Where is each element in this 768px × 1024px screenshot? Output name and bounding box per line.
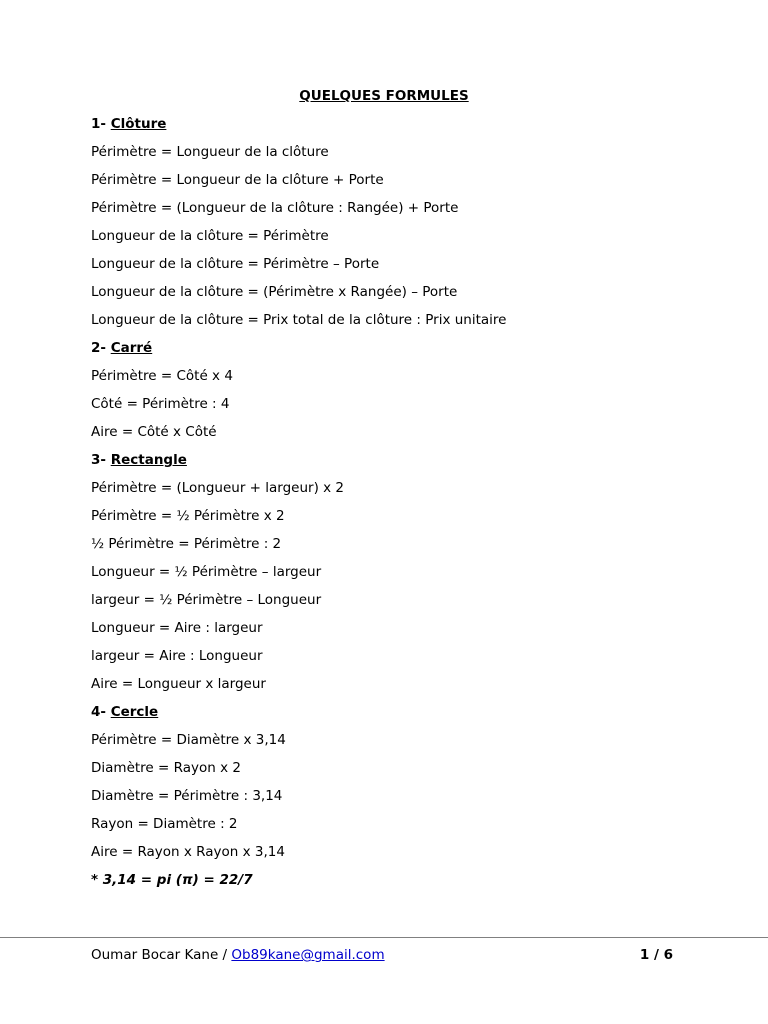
formula-line: Diamètre = Rayon x 2 <box>91 760 241 776</box>
formula-line: Diamètre = Périmètre : 3,14 <box>91 788 283 804</box>
document-title: QUELQUES FORMULES <box>299 88 469 104</box>
formula-line: largeur = ½ Périmètre – Longueur <box>91 592 322 608</box>
section-name: Rectangle <box>110 452 187 468</box>
section-heading-cercle <box>91 698 691 726</box>
section-heading-rectangle <box>91 446 691 474</box>
formula-line: Aire = Côté x Côté <box>91 424 217 440</box>
formula-line: Aire = Longueur x largeur <box>91 676 266 692</box>
formula-line: Longueur = Aire : largeur <box>91 620 263 636</box>
formula-line: Périmètre = Côté x 4 <box>91 368 233 384</box>
formula-line: Longueur de la clôture = Périmètre – Porte <box>91 256 380 272</box>
pi-note: * 3,14 = pi (π) = 22/7 <box>91 872 253 888</box>
formula-line: Aire = Rayon x Rayon x 3,14 <box>91 844 285 860</box>
formula-line: ½ Périmètre = Périmètre : 2 <box>91 536 282 552</box>
footer-author-line <box>91 945 385 965</box>
section-number: 1- <box>91 116 106 132</box>
formula-line: Périmètre = (Longueur + largeur) x 2 <box>91 480 345 496</box>
page-number: 1 / 6 <box>639 947 673 963</box>
section-name: Clôture <box>110 116 167 132</box>
section-heading-carre <box>91 334 691 362</box>
section-heading-cloture <box>91 110 691 138</box>
footer-divider <box>0 937 768 938</box>
formula-line: Longueur de la clôture = Prix total de la clôture : Prix unitaire <box>91 312 507 328</box>
section-number: 2- <box>91 340 106 356</box>
section-number: 4- <box>91 704 106 720</box>
formula-line: Longueur de la clôture = Périmètre <box>91 228 329 244</box>
formula-line: Périmètre = Diamètre x 3,14 <box>91 732 286 748</box>
formula-line: largeur = Aire : Longueur <box>91 648 263 664</box>
formula-line: Périmètre = Longueur de la clôture <box>91 144 329 160</box>
formula-line: Rayon = Diamètre : 2 <box>91 816 238 832</box>
formula-line: Périmètre = (Longueur de la clôture : Rangée) + Porte <box>91 200 459 216</box>
formula-line: Longueur de la clôture = (Périmètre x Rangée) – Porte <box>91 284 458 300</box>
footer-email-link[interactable]: Ob89kane@gmail.com <box>231 947 385 963</box>
section-number: 3- <box>91 452 106 468</box>
formula-line: Périmètre = Longueur de la clôture + Porte <box>91 172 384 188</box>
section-name: Cercle <box>110 704 159 720</box>
formula-line: Périmètre = ½ Périmètre x 2 <box>91 508 285 524</box>
section-name: Carré <box>110 340 153 356</box>
document-body <box>91 82 691 894</box>
formula-line: Côté = Périmètre : 4 <box>91 396 230 412</box>
formula-line: Longueur = ½ Périmètre – largeur <box>91 564 322 580</box>
footer-author: Oumar Bocar Kane / <box>91 947 232 963</box>
